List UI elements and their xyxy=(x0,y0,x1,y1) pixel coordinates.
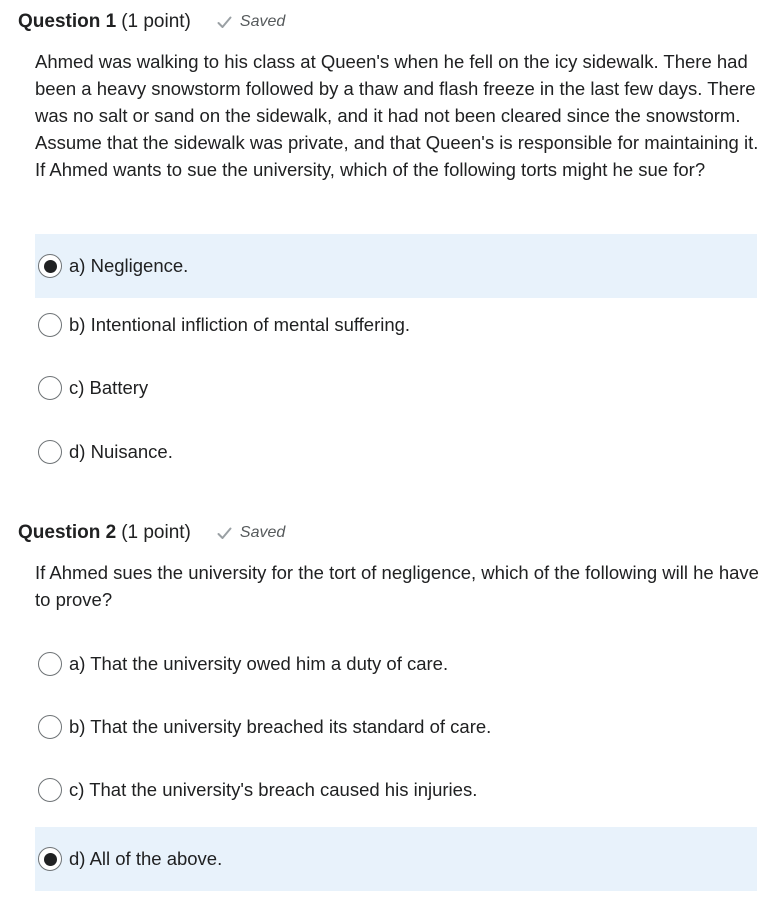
answer-option-b[interactable] xyxy=(35,695,757,759)
answer-option-b[interactable] xyxy=(35,293,757,357)
question-points: (1 point) xyxy=(121,11,191,32)
radio-button[interactable] xyxy=(38,440,62,464)
question-title: Question 1 xyxy=(18,11,117,32)
saved-label: Saved xyxy=(239,524,286,541)
radio-button[interactable] xyxy=(38,376,62,400)
saved-status xyxy=(217,524,285,542)
answer-option-d[interactable] xyxy=(35,420,757,484)
radio-button[interactable] xyxy=(38,847,62,871)
radio-button[interactable] xyxy=(38,313,62,337)
option-label: c) Battery xyxy=(69,377,149,398)
option-label: b) Intentional infliction of mental suffering. xyxy=(69,314,411,335)
option-label: d) All of the above. xyxy=(69,848,223,869)
checkmark-icon xyxy=(217,16,232,29)
option-label: c) That the university's breach caused his injuries. xyxy=(69,779,478,800)
question-header xyxy=(18,9,285,35)
saved-status xyxy=(217,13,285,31)
radio-button[interactable] xyxy=(38,652,62,676)
radio-button[interactable] xyxy=(38,254,62,278)
option-label: b) That the university breached its standard of care. xyxy=(69,716,492,737)
question-points: (1 point) xyxy=(121,522,191,543)
checkmark-icon xyxy=(217,527,232,540)
question-text: Ahmed was walking to his class at Queen's when he fell on the icy sidewalk. There had been a heavy snowstorm followed by a thaw and flash freeze in the last few days. There was no salt or sand on the sidewalk, and it had not been cleared since the snowstorm. Assume that the sidewalk was private, and that Queen's is responsible for maintaining it. If Ahmed wants to sue the university, which of the following torts might he sue for? xyxy=(35,51,759,180)
answer-option-d[interactable] xyxy=(35,827,757,891)
saved-label: Saved xyxy=(239,13,286,30)
answer-option-c[interactable] xyxy=(35,758,757,822)
question-header xyxy=(18,520,285,546)
radio-dot xyxy=(44,853,57,866)
answer-option-a[interactable] xyxy=(35,632,757,696)
radio-dot xyxy=(44,260,57,273)
question-text: If Ahmed sues the university for the tort of negligence, which of the following will he have to prove? xyxy=(35,562,759,610)
answer-option-a[interactable] xyxy=(35,234,757,298)
option-label: a) Negligence. xyxy=(69,255,189,276)
option-label: d) Nuisance. xyxy=(69,441,173,462)
radio-button[interactable] xyxy=(38,715,62,739)
radio-button[interactable] xyxy=(38,778,62,802)
question-title: Question 2 xyxy=(18,522,117,543)
answer-option-c[interactable] xyxy=(35,356,757,420)
option-label: a) That the university owed him a duty of care. xyxy=(69,653,449,674)
